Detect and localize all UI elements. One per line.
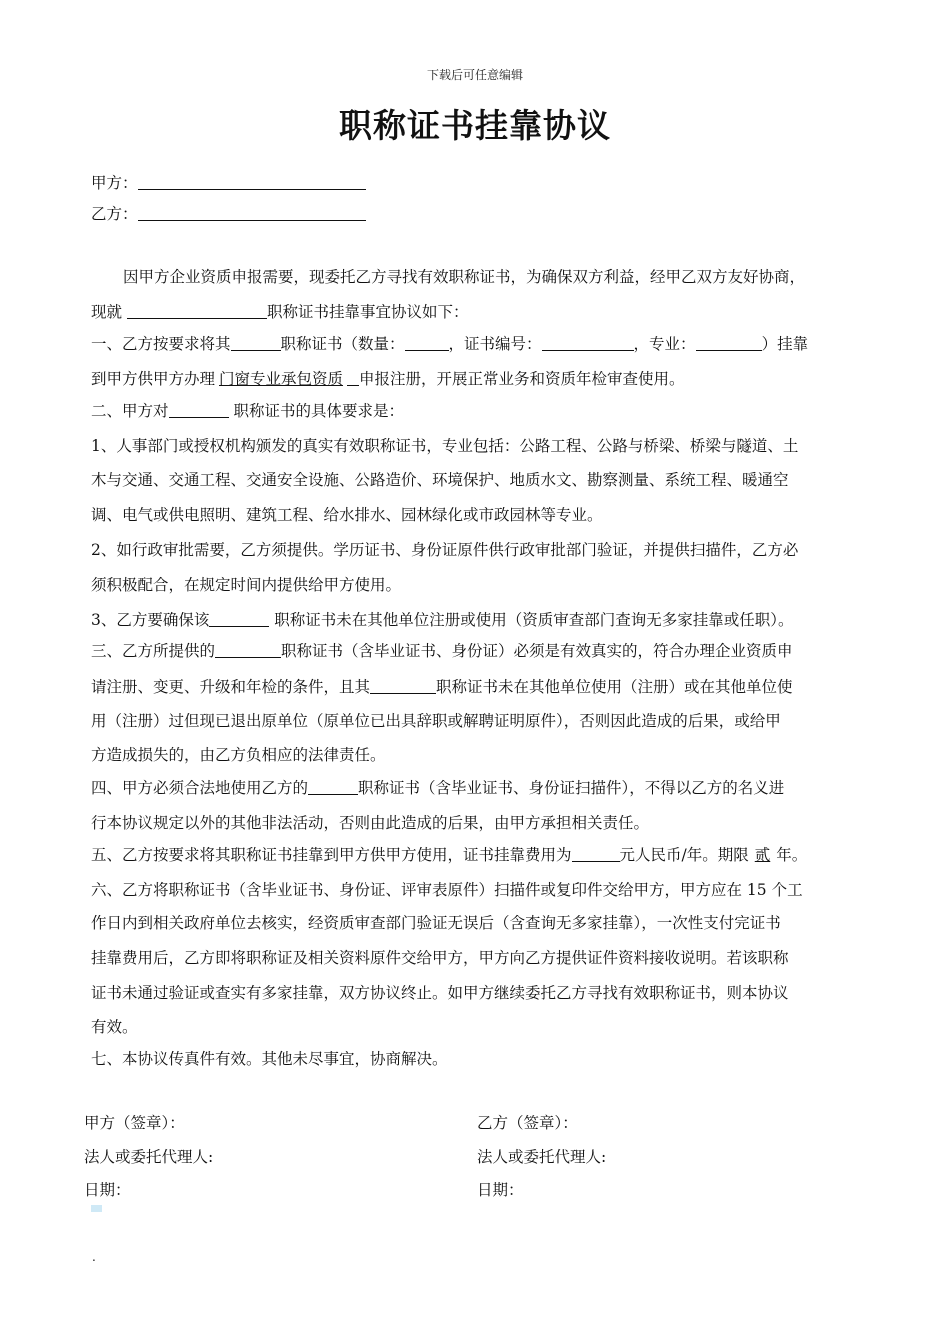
quantity-blank[interactable] [405,334,449,351]
section-6-line-5: 有效。 [91,1018,138,1036]
clause-text: 职称证书未在其他单位注册或使用（资质审查部门查询无多家挂靠或任职）。 [269,611,794,629]
qualification-filled: 门窗专业承包资质 [219,370,344,388]
clause-text: 到甲方供甲方办理 [91,370,216,388]
section-6-line-2: 作日内到相关政府单位去核实，经资质审查部门验证无误后（含查询无多家挂靠），一次性支付完证书 [91,914,781,932]
intro-text: 职称证书挂靠事宜协议如下： [266,303,469,321]
clause-text: 职称证书（含毕业证书、身份证扫描件），不得以乙方的名义进 [358,779,785,797]
party-a-seal-label: 甲方（签章）： [84,1114,185,1132]
document-title: 职称证书挂靠协议 [339,106,611,145]
party-a-date-label: 日期： [84,1181,131,1199]
party-a-blank[interactable] [138,173,366,190]
clause-text: 二、甲方对 [91,402,169,420]
clause-text: 职称证书（数量： [280,335,405,353]
fee-blank[interactable] [572,845,620,862]
clause-text: ，证书编号： [448,335,542,353]
section-4-line-1 [91,778,784,798]
section-6-line-3: 挂靠费用后，乙方即将职称证及相关资料原件交给甲方，甲方向乙方提供证件资料接收说明。若该职称 [91,949,789,967]
section-6-line-1: 六、乙方将职称证书（含毕业证书、身份证、评审表原件）扫描件或复印件交给甲方，甲方应在 15 个工 [91,881,803,899]
term-filled: 贰 [754,846,771,864]
clause-text: 年。 [776,846,808,864]
req-1-line-2: 木与交通、交通工程、交通安全设施、公路造价、环境保护、地质水文、勘察测量、系统工程、暖通空 [91,471,789,489]
qualification-blank-tail [347,369,359,386]
cert-blank[interactable] [231,334,281,351]
party-b-blank[interactable] [138,204,366,221]
top-note: 下载后可任意编辑 [426,68,523,82]
intro-text: 现就 [91,303,127,321]
section-3-line-4: 方造成损失的，由乙方负相应的法律责任。 [91,746,386,764]
section-2-blank[interactable] [169,401,229,418]
req-2-line-1: 2、如行政审批需要，乙方须提供。学历证书、身份证原件供行政审批部门验证，并提供扫描件，乙方必 [91,541,799,559]
intro-line-2 [91,302,468,322]
cert-number-blank[interactable] [542,334,634,351]
req-2-line-2: 须积极配合，在规定时间内提供给甲方使用。 [91,576,402,594]
clause-text: 四、甲方必须合法地使用乙方的 [91,779,309,797]
major-blank[interactable] [696,334,762,351]
text-cursor-mark [91,1205,102,1212]
clause-text: ，专业： [633,335,696,353]
section-2-line [91,401,404,421]
party-b-line [91,204,366,224]
clause-text: 三、乙方所提供的 [91,642,216,660]
intro-blank[interactable] [127,302,267,319]
section-3-line-1 [91,641,793,661]
footer-dot: . [92,1250,96,1264]
section-4-blank[interactable] [308,778,358,795]
section-4-line-2: 行本协议规定以外的其他非法活动，否则由此造成的后果，由甲方承担相关责任。 [91,814,650,832]
clause-text: 3、乙方要确保该 [91,611,210,629]
party-b-rep-label: 法人或委托代理人: [477,1148,607,1166]
clause-text: 请注册、变更、升级和年检的条件，且其 [91,678,371,696]
party-b-seal-label: 乙方（签章）： [477,1114,578,1132]
party-b-label: 乙方： [91,205,138,223]
clause-text: 职称证书的具体要求是： [228,402,404,420]
section-1-line-1 [91,334,808,354]
req-1-line-1: 1、人事部门或授权机构颁发的真实有效职称证书，专业包括：公路工程、公路与桥梁、桥梁与隧道、土 [91,437,799,455]
party-a-rep-label: 法人或委托代理人: [84,1148,214,1166]
section-6-line-4: 证书未通过验证或查实有多家挂靠，双方协议终止。如甲方继续委托乙方寻找有效职称证书，则本协议 [91,984,789,1002]
section-3-line-2 [91,677,793,697]
section-5-line [91,845,807,865]
section-3-blank-2[interactable] [370,677,436,694]
clause-text: 职称证书（含毕业证书、身份证）必须是有效真实的，符合办理企业资质申 [281,642,793,660]
clause-text: 五、乙方按要求将其职称证书挂靠到甲方供甲方使用，证书挂靠费用为 [91,846,572,864]
party-a-label: 甲方： [91,174,138,192]
req-1-line-3: 调、电气或供电照明、建筑工程、给水排水、园林绿化或市政园林等专业。 [91,506,603,524]
section-7-line: 七、本协议传真件有效。其他未尽事宜，协商解决。 [91,1050,448,1068]
section-3-blank-1[interactable] [215,641,281,658]
clause-text: ）挂靠 [761,335,809,353]
clause-text: 申报注册，开展正常业务和资质年检审查使用。 [359,370,685,388]
req-3-blank[interactable] [209,610,269,627]
clause-text: 一、乙方按要求将其 [91,335,231,353]
section-1-line-2 [91,369,685,389]
clause-text: 职称证书未在其他单位使用（注册）或在其他单位使 [436,678,793,696]
party-b-date-label: 日期： [477,1181,524,1199]
req-3-line [91,610,794,630]
intro-line-1: 因甲方企业资质申报需要，现委托乙方寻找有效职称证书，为确保双方利益，经甲乙双方友好协商， [123,268,806,286]
clause-text: 元人民币/年。期限 [619,846,749,864]
section-3-line-3: 用（注册）过但现已退出原单位（原单位已出具辞职或解聘证明原件），否则因此造成的后果，或给甲 [91,712,781,730]
party-a-line [91,173,366,193]
